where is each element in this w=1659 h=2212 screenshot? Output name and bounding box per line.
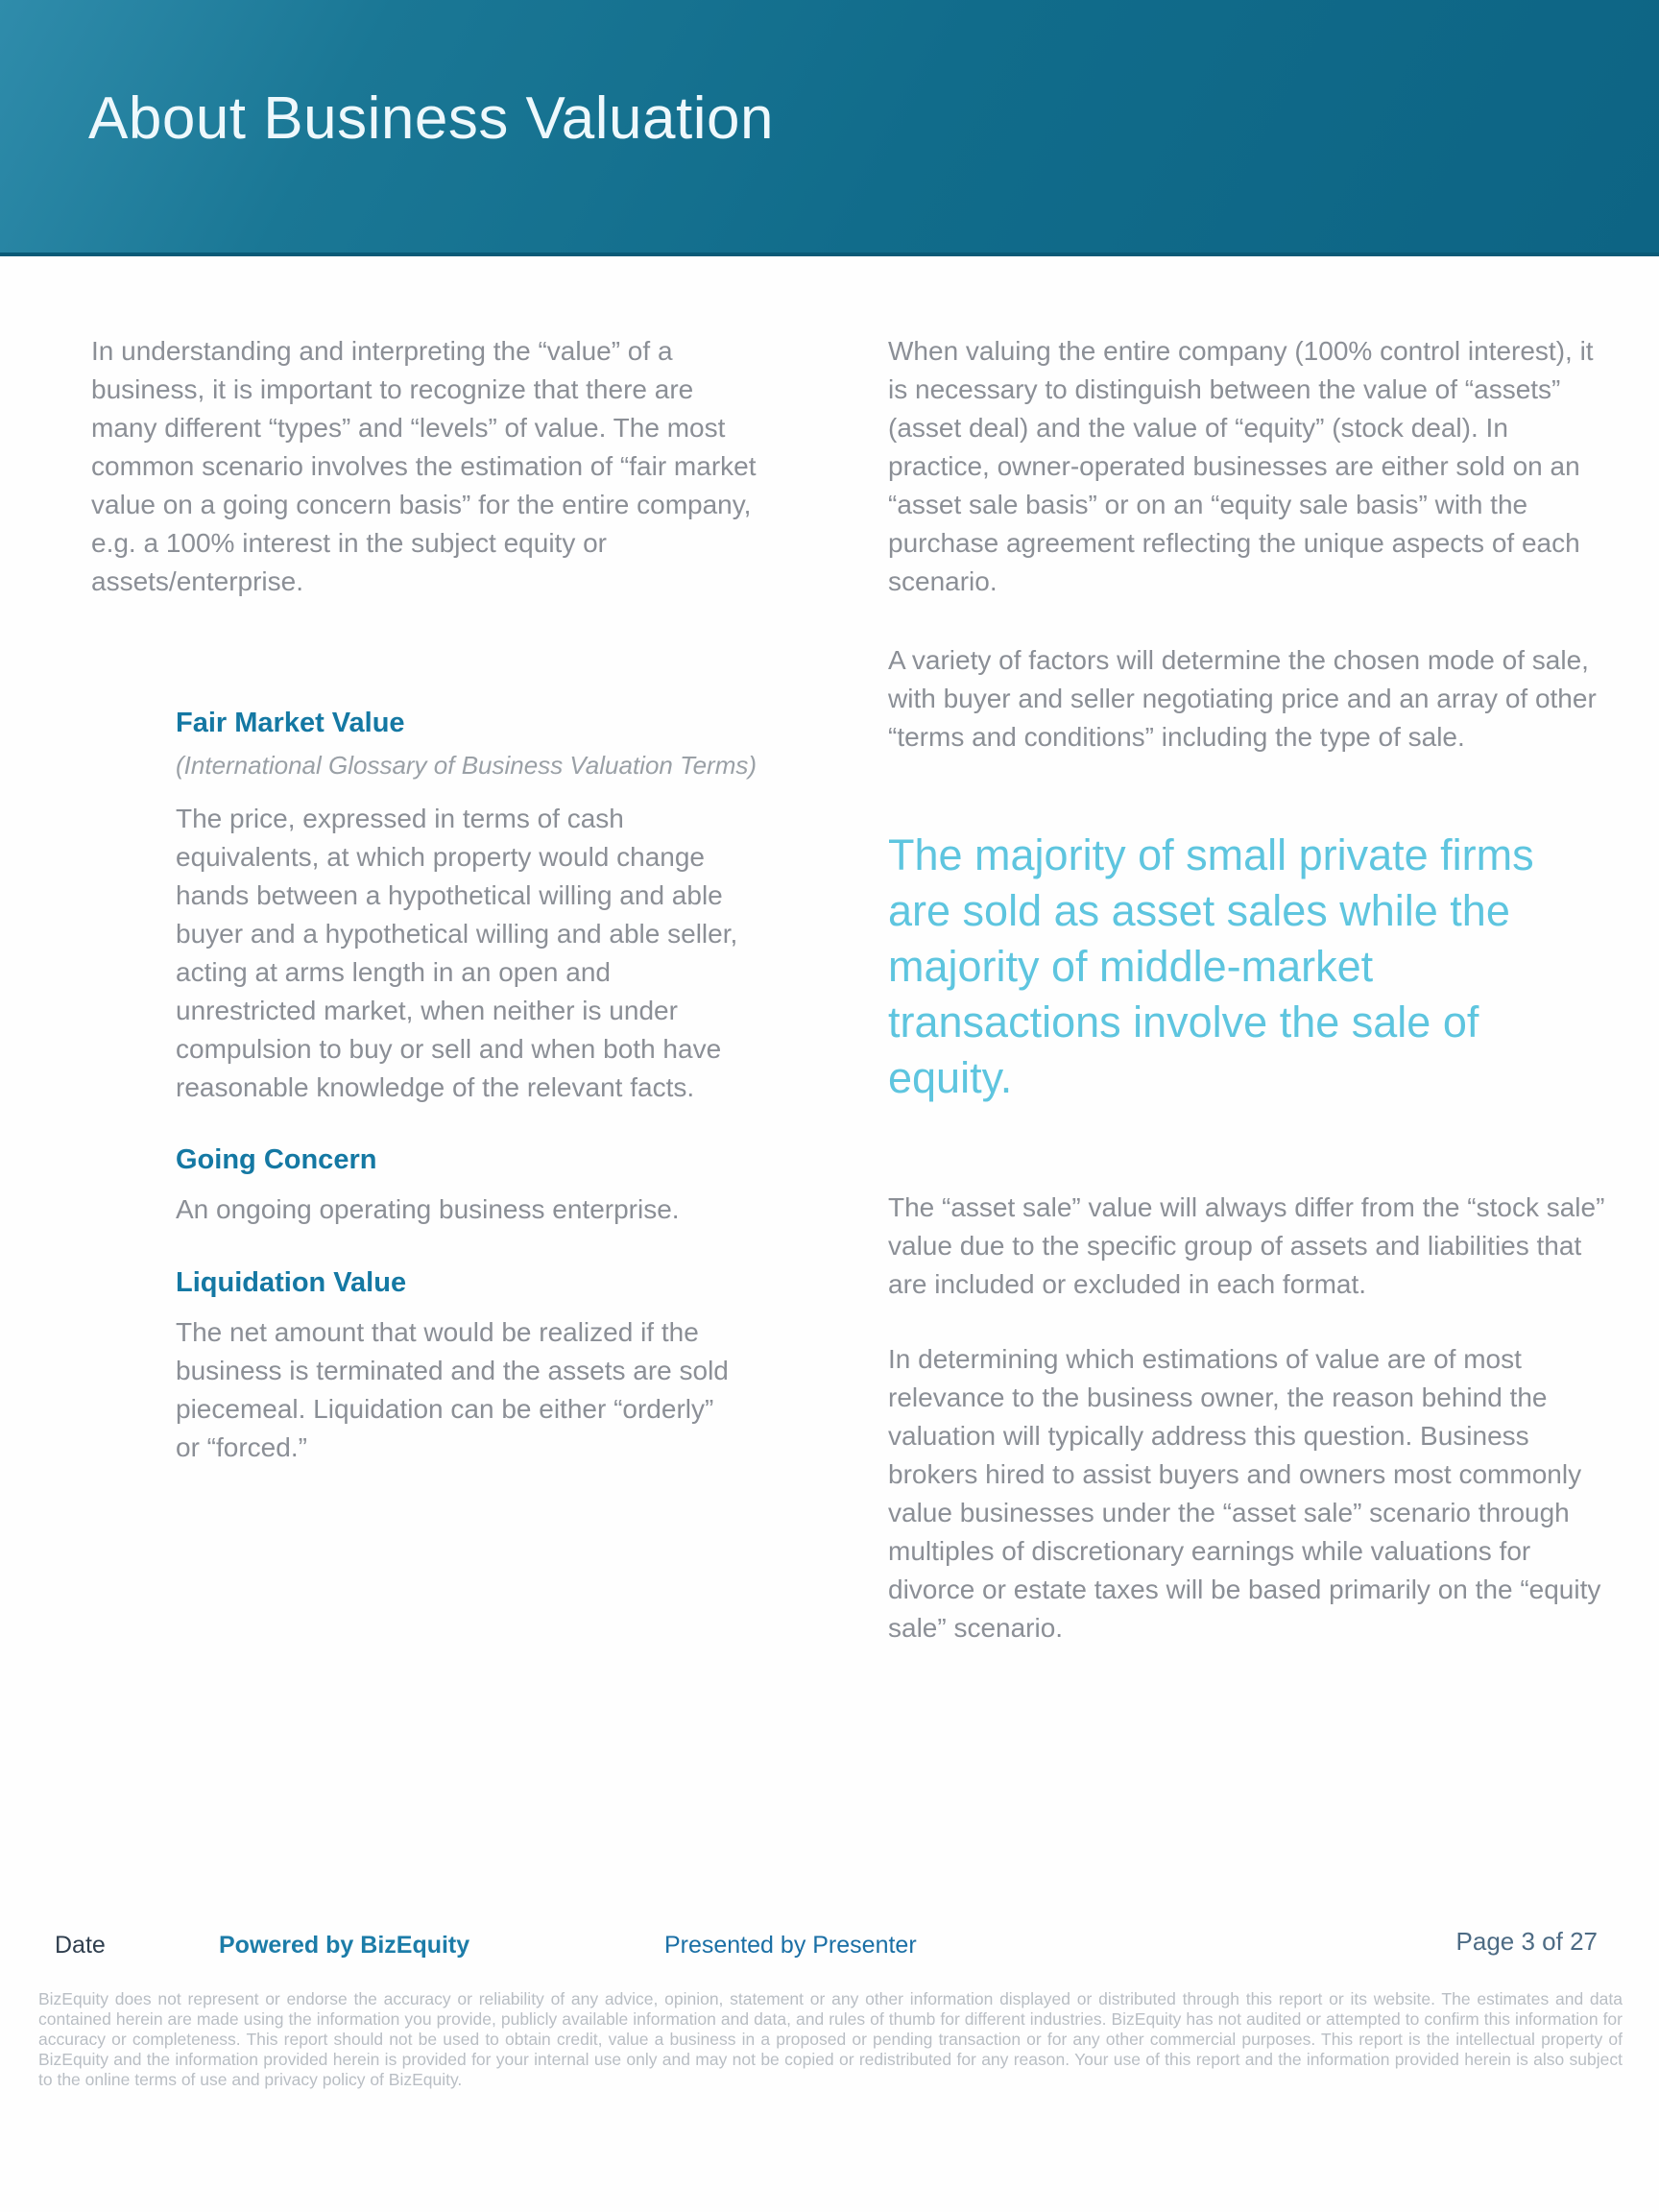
section-heading-fair-market-value: Fair Market Value [176,708,405,738]
section-body-liquidation-value: The net amount that would be realized if the business is terminated and the assets are sold piecemeal. Liquidation can be either “orderly” or “forced.” [176,1317,729,1462]
pull-quote: The majority of small private firms are sold as asset sales while the majority of middle-market transactions involve the sale of equity. [888,830,1534,1102]
footer-presented-by: Presented by Presenter [664,1932,917,1959]
footer-date-label: Date [55,1932,106,1959]
intro-paragraph: In understanding and interpreting the “value” of a business, it is important to recognize that there are many different “types” and “levels” of value. The most common scenario involves the estimation of “fair market value on a going concern basis” for the entire company, e.g. a 100% interest in the subject equity or assets/enterprise. [91,336,757,596]
right-paragraph-4: In determining which estimations of value are of most relevance to the business owner, the reason behind the valuation will typically address this question. Business brokers hired to assist buyers and owners most commonly value businesses under the “asset sale” scenario through multiples of discretionary earnings while valuations for divorce or estate taxes will be based primarily on the “equity sale” scenario. [888,1344,1601,1643]
footer-disclaimer: BizEquity does not represent or endorse the accuracy or reliability of any advice, opinion, statement or any other information displayed or distributed through this report or its website. The estimates and data contained herein are made using the information you provide, publicly available information and data, and rules of thumb for different industries. BizEquity has not audited or attempted to confirm this information for accuracy or completeness. This report should not be used to obtain credit, value a business in a proposed or pending transaction or for any other commercial purposes. This report is the intellectual property of BizEquity and the information provided herein is provided for your internal use only and may not be copied or redistributed for any reason. Your use of this report and the information provided herein is also subject to the online terms of use and privacy policy of BizEquity. [38,1989,1623,2089]
section-heading-going-concern: Going Concern [176,1144,377,1175]
right-paragraph-3: The “asset sale” value will always differ from the “stock sale” value due to the specific group of assets and liabilities that are included or excluded in each format. [888,1192,1605,1299]
section-body-fair-market-value: The price, expressed in terms of cash equivalents, at which property would change hands between a hypothetical willing and able buyer and a hypothetical willing and able seller, acting at arms length in an open and unrestricted market, when neither is under compulsion to buy or sell and when both have reasonable knowledge of the relevant facts. [176,804,738,1102]
section-subheading-glossary: (International Glossary of Business Valuation Terms) [176,751,757,780]
footer-powered-by: Powered by BizEquity [219,1932,470,1959]
footer-page-number: Page 3 of 27 [1455,1927,1598,1956]
section-heading-liquidation-value: Liquidation Value [176,1267,407,1298]
page-header-band [0,0,1659,256]
page-title: About Business Valuation [88,85,774,152]
section-body-going-concern: An ongoing operating business enterprise. [176,1194,680,1224]
right-paragraph-1: When valuing the entire company (100% control interest), it is necessary to distinguish between the value of “assets” (asset deal) and the value of “equity” (stock deal). In practice, owner-operated businesses are either sold on an “asset sale basis” or on an “equity sale basis” with the purchase agreement reflecting the unique aspects of each scenario. [888,336,1594,596]
right-paragraph-2: A variety of factors will determine the chosen mode of sale, with buyer and seller negotiating price and an array of other “terms and conditions” including the type of sale. [888,645,1597,752]
